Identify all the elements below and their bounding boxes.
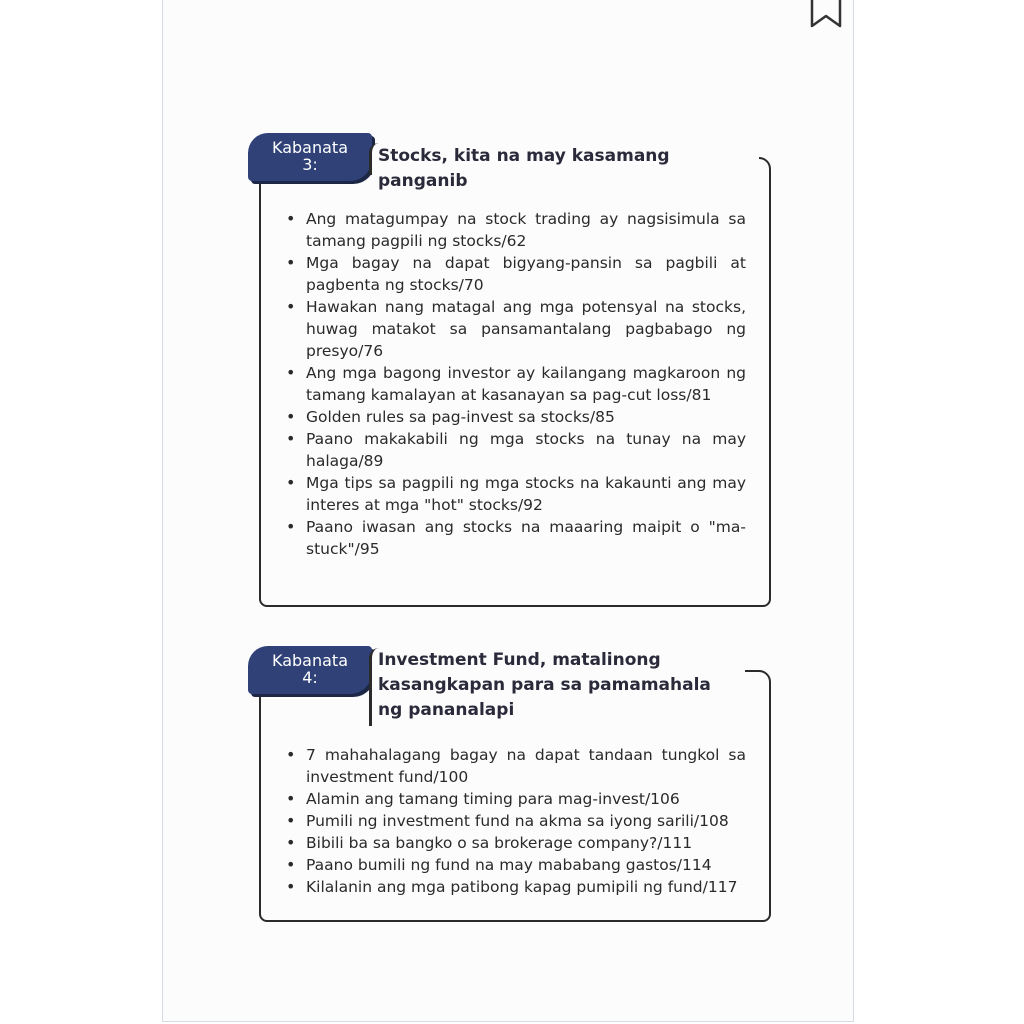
list-item: • Pumili ng investment fund na akma sa iyong sarili/108 xyxy=(284,810,746,832)
chapter-4-list xyxy=(284,744,746,898)
list-item: • Hawakan nang matagal ang mga potensyal na stocks, huwag matakot sa pansamantalang pagbabago ng presyo/76 xyxy=(284,296,746,362)
chapter-4-tag xyxy=(248,646,372,694)
list-item: • Paano makakabili ng mga stocks na tunay na may halaga/89 xyxy=(284,428,746,472)
chapter-3-label: Kabanata xyxy=(272,138,348,157)
chapter-3-tag xyxy=(248,133,372,181)
list-item: • Bibili ba sa bangko o sa brokerage company?/111 xyxy=(284,832,746,854)
chapter-3-list xyxy=(284,208,746,560)
chapter-3-number: 3: xyxy=(302,155,318,174)
list-item: • Mga bagay na dapat bigyang-pansin sa pagbili at pagbenta ng stocks/70 xyxy=(284,252,746,296)
list-item: • Mga tips sa pagpili ng mga stocks na kakaunti ang may interes at mga "hot" stocks/92 xyxy=(284,472,746,516)
chapter-4-title: Investment Fund, matalinong kasangkapan para sa pamamahala ng pananalapi xyxy=(369,648,745,726)
list-item: • Golden rules sa pag-invest sa stocks/85 xyxy=(284,406,746,428)
list-item: • Kilalanin ang mga patibong kapag pumipili ng fund/117 xyxy=(284,876,746,898)
list-item: • Ang mga bagong investor ay kailangang magkaroon ng tamang kamalayan at kasanayan sa pag-cut loss/81 xyxy=(284,362,746,406)
list-item: • 7 mahahalagang bagay na dapat tandaan tungkol sa investment fund/100 xyxy=(284,744,746,788)
chapter-4-label: Kabanata xyxy=(272,651,348,670)
chapter-4-number: 4: xyxy=(302,668,318,687)
list-item: • Ang matagumpay na stock trading ay nagsisimula sa tamang pagpili ng stocks/62 xyxy=(284,208,746,252)
list-item: • Alamin ang tamang timing para mag-invest/106 xyxy=(284,788,746,810)
chapter-3-title: Stocks, kita na may kasamang panganib xyxy=(369,143,759,175)
bookmark-icon[interactable] xyxy=(808,0,844,30)
list-item: • Paano bumili ng fund na may mababang gastos/114 xyxy=(284,854,746,876)
list-item: • Paano iwasan ang stocks na maaaring maipit o "ma-stuck"/95 xyxy=(284,516,746,560)
